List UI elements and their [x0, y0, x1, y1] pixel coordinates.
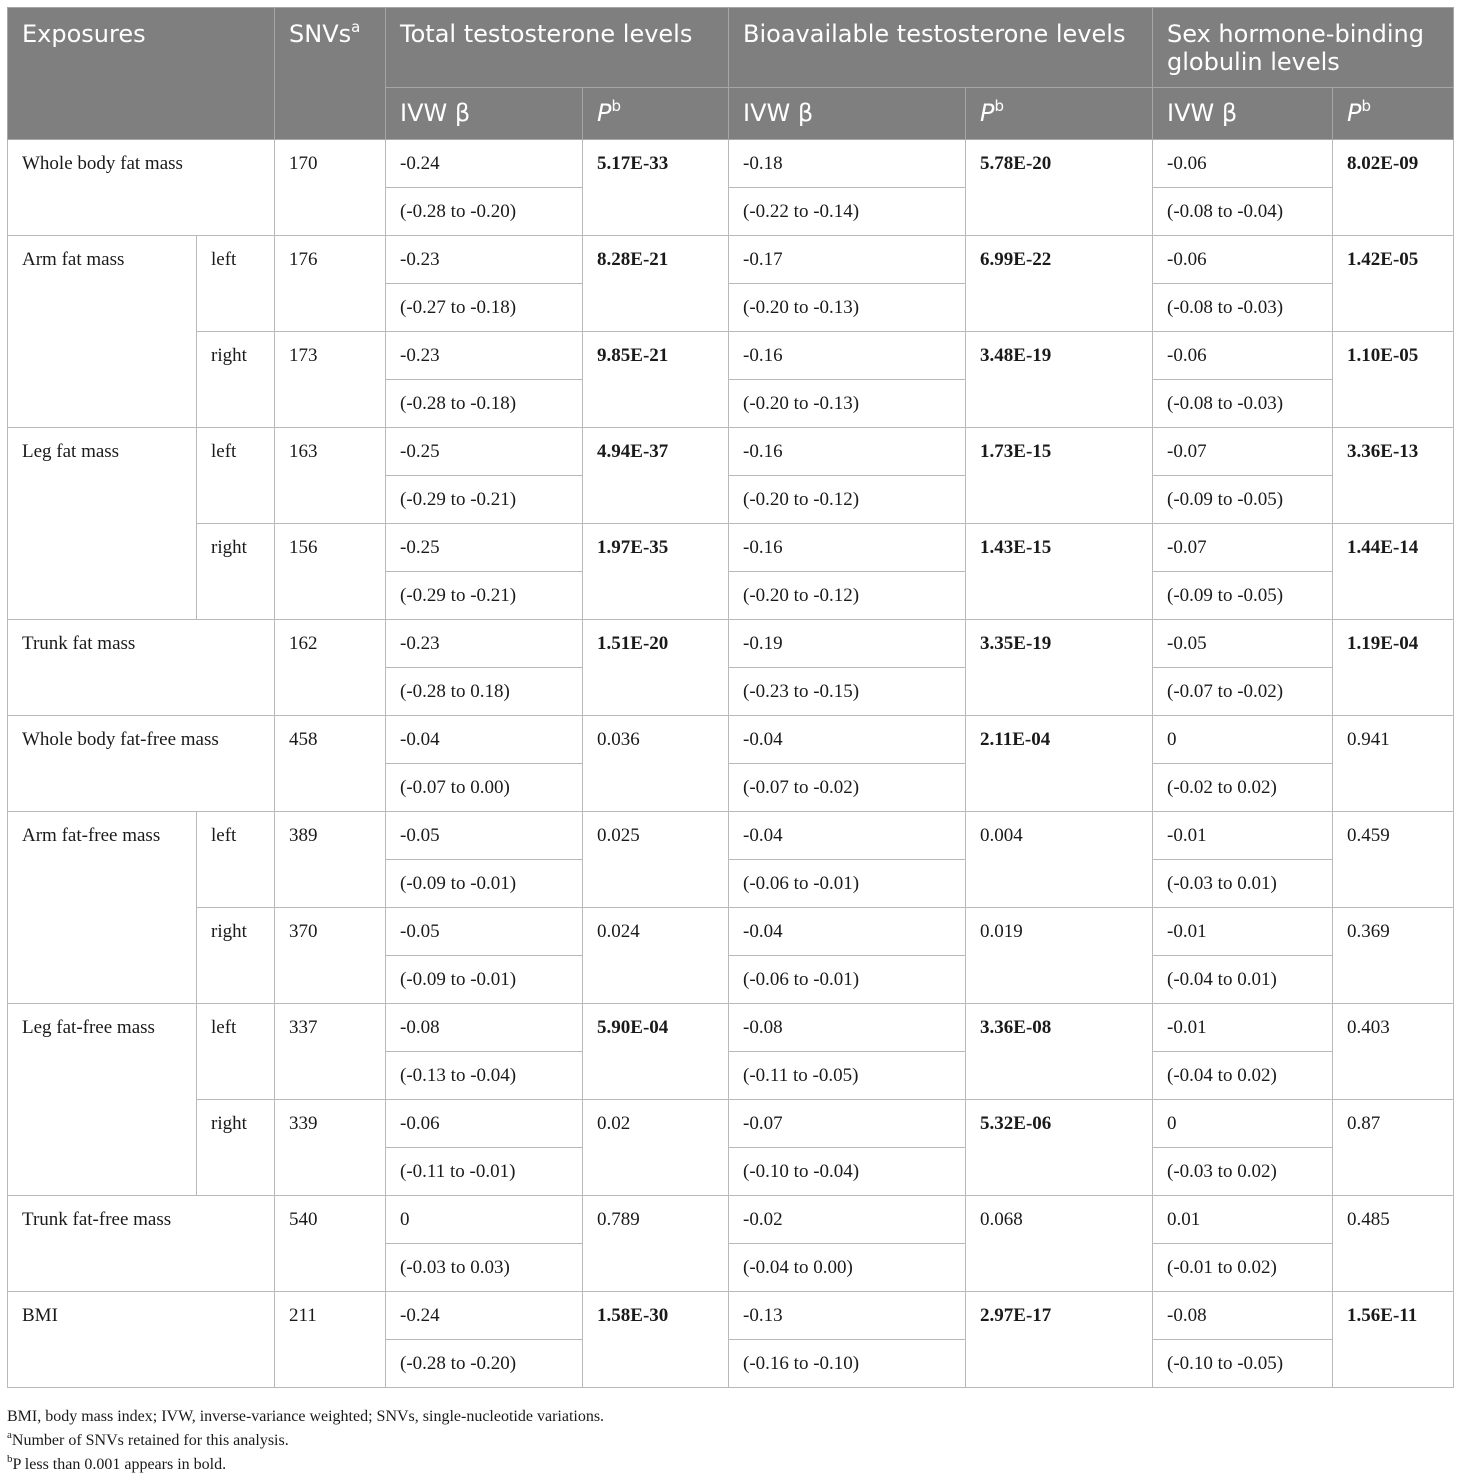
table-row — [8, 332, 1454, 380]
confidence-interval: (-0.28 to -0.20) — [386, 1340, 583, 1388]
confidence-interval: (-0.11 to -0.01) — [386, 1148, 583, 1196]
table-row — [8, 1292, 1454, 1340]
ivw-beta-value: -0.08 — [386, 1004, 583, 1052]
ivw-beta-value: -0.25 — [386, 428, 583, 476]
confidence-interval: (-0.03 to 0.01) — [1153, 860, 1333, 908]
confidence-interval: (-0.09 to -0.01) — [386, 956, 583, 1004]
ivw-beta-value: -0.05 — [1153, 620, 1333, 668]
ivw-beta-value: -0.04 — [729, 716, 966, 764]
confidence-interval: (-0.03 to 0.02) — [1153, 1148, 1333, 1196]
snv-count: 339 — [275, 1100, 386, 1196]
header-p-value: $P^b$ — [583, 88, 729, 140]
p-value: 0.789 — [583, 1196, 729, 1292]
exposure-name: Leg fat mass — [8, 428, 197, 620]
ivw-beta-value: 0 — [1153, 716, 1333, 764]
ivw-beta-value: 0.01 — [1153, 1196, 1333, 1244]
p-value: 1.56E-11 — [1333, 1292, 1454, 1388]
confidence-interval: (-0.03 to 0.03) — [386, 1244, 583, 1292]
confidence-interval: (-0.01 to 0.02) — [1153, 1244, 1333, 1292]
ivw-beta-value: -0.17 — [729, 236, 966, 284]
p-value: 1.19E-04 — [1333, 620, 1454, 716]
results-table-container — [7, 7, 1453, 1388]
table-row — [8, 1100, 1454, 1148]
ivw-beta-value: -0.04 — [386, 716, 583, 764]
ivw-beta-value: -0.07 — [1153, 524, 1333, 572]
header-total-testosterone: Total testosterone levels — [386, 8, 729, 88]
p-value: 0.019 — [966, 908, 1153, 1004]
confidence-interval: (-0.06 to -0.01) — [729, 860, 966, 908]
header-bioavailable-testosterone: Bioavailable testosterone levels — [729, 8, 1153, 88]
confidence-interval: (-0.06 to -0.01) — [729, 956, 966, 1004]
exposure-name: Whole body fat-free mass — [8, 716, 275, 812]
p-value: 0.024 — [583, 908, 729, 1004]
side-label: right — [197, 332, 275, 428]
ivw-beta-value: -0.08 — [1153, 1292, 1333, 1340]
p-value: 5.90E-04 — [583, 1004, 729, 1100]
confidence-interval: (-0.07 to 0.00) — [386, 764, 583, 812]
ivw-beta-value: -0.07 — [1153, 428, 1333, 476]
p-value: 3.35E-19 — [966, 620, 1153, 716]
snv-count: 211 — [275, 1292, 386, 1388]
ivw-beta-value: -0.13 — [729, 1292, 966, 1340]
confidence-interval: (-0.28 to -0.20) — [386, 188, 583, 236]
confidence-interval: (-0.09 to -0.05) — [1153, 476, 1333, 524]
confidence-interval: (-0.20 to -0.13) — [729, 380, 966, 428]
ivw-beta-value: -0.08 — [729, 1004, 966, 1052]
ivw-beta-value: -0.24 — [386, 1292, 583, 1340]
ivw-beta-value: -0.01 — [1153, 908, 1333, 956]
ivw-beta-value: -0.16 — [729, 332, 966, 380]
p-value: 5.17E-33 — [583, 140, 729, 236]
p-value: 1.73E-15 — [966, 428, 1153, 524]
p-value: 6.99E-22 — [966, 236, 1153, 332]
confidence-interval: (-0.02 to 0.02) — [1153, 764, 1333, 812]
p-value: 0.403 — [1333, 1004, 1454, 1100]
table-row — [8, 1196, 1454, 1244]
p-value: 0.485 — [1333, 1196, 1454, 1292]
confidence-interval: (-0.28 to -0.18) — [386, 380, 583, 428]
side-label: left — [197, 1004, 275, 1100]
confidence-interval: (-0.08 to -0.04) — [1153, 188, 1333, 236]
exposure-name: Trunk fat mass — [8, 620, 275, 716]
table-row — [8, 812, 1454, 860]
p-value: 0.036 — [583, 716, 729, 812]
p-value: 1.58E-30 — [583, 1292, 729, 1388]
p-value: 9.85E-21 — [583, 332, 729, 428]
confidence-interval: (-0.07 to -0.02) — [1153, 668, 1333, 716]
side-label: right — [197, 524, 275, 620]
table-row — [8, 524, 1454, 572]
p-value: 0.369 — [1333, 908, 1454, 1004]
side-label: left — [197, 812, 275, 908]
side-label: left — [197, 236, 275, 332]
confidence-interval: (-0.13 to -0.04) — [386, 1052, 583, 1100]
header-p-value: $P^b$ — [966, 88, 1153, 140]
side-label: right — [197, 1100, 275, 1196]
ivw-beta-value: -0.16 — [729, 524, 966, 572]
p-value: 0.025 — [583, 812, 729, 908]
snv-count: 389 — [275, 812, 386, 908]
ivw-beta-value: -0.02 — [729, 1196, 966, 1244]
ivw-beta-value: -0.06 — [1153, 140, 1333, 188]
p-value: 1.42E-05 — [1333, 236, 1454, 332]
header-ivw-beta: IVW β — [729, 88, 966, 140]
ivw-beta-value: -0.07 — [729, 1100, 966, 1148]
p-value: 1.10E-05 — [1333, 332, 1454, 428]
p-value: 1.51E-20 — [583, 620, 729, 716]
exposure-name: Arm fat-free mass — [8, 812, 197, 1004]
header-exposures: Exposures — [8, 8, 275, 140]
p-value: 0.87 — [1333, 1100, 1454, 1196]
snv-count: 176 — [275, 236, 386, 332]
confidence-interval: (-0.04 to 0.02) — [1153, 1052, 1333, 1100]
ivw-beta-value: 0 — [1153, 1100, 1333, 1148]
confidence-interval: (-0.10 to -0.04) — [729, 1148, 966, 1196]
confidence-interval: (-0.04 to 0.01) — [1153, 956, 1333, 1004]
header-ivw-beta: IVW β — [386, 88, 583, 140]
exposure-name: BMI — [8, 1292, 275, 1388]
table-row — [8, 908, 1454, 956]
table-row — [8, 428, 1454, 476]
confidence-interval: (-0.07 to -0.02) — [729, 764, 966, 812]
ivw-beta-value: -0.06 — [1153, 236, 1333, 284]
snv-count: 156 — [275, 524, 386, 620]
p-value: 0.004 — [966, 812, 1153, 908]
p-value: 1.44E-14 — [1333, 524, 1454, 620]
confidence-interval: (-0.10 to -0.05) — [1153, 1340, 1333, 1388]
ivw-beta-value: 0 — [386, 1196, 583, 1244]
confidence-interval: (-0.29 to -0.21) — [386, 572, 583, 620]
confidence-interval: (-0.11 to -0.05) — [729, 1052, 966, 1100]
confidence-interval: (-0.16 to -0.10) — [729, 1340, 966, 1388]
confidence-interval: (-0.28 to 0.18) — [386, 668, 583, 716]
ivw-beta-value: -0.18 — [729, 140, 966, 188]
snv-count: 162 — [275, 620, 386, 716]
exposure-name: Arm fat mass — [8, 236, 197, 428]
header-ivw-beta: IVW β — [1153, 88, 1333, 140]
confidence-interval: (-0.04 to 0.00) — [729, 1244, 966, 1292]
p-value: 5.32E-06 — [966, 1100, 1153, 1196]
table-row — [8, 716, 1454, 764]
side-label: left — [197, 428, 275, 524]
footnote-a: $^a$Number of SNVs retained for this analysis. — [7, 1428, 289, 1449]
table-row — [8, 236, 1454, 284]
confidence-interval: (-0.08 to -0.03) — [1153, 284, 1333, 332]
ivw-beta-value: -0.06 — [386, 1100, 583, 1148]
table-row — [8, 140, 1454, 188]
side-label: right — [197, 908, 275, 1004]
exposure-name: Leg fat-free mass — [8, 1004, 197, 1196]
ivw-beta-value: -0.01 — [1153, 1004, 1333, 1052]
snv-count: 370 — [275, 908, 386, 1004]
p-value: 3.48E-19 — [966, 332, 1153, 428]
confidence-interval: (-0.09 to -0.05) — [1153, 572, 1333, 620]
table-row — [8, 1004, 1454, 1052]
confidence-interval: (-0.20 to -0.12) — [729, 476, 966, 524]
footnote-abbreviations: BMI, body mass index; IVW, inverse-variance weighted; SNVs, single-nucleotide variations. — [7, 1408, 605, 1425]
footnote-b: $^b$P less than 0.001 appears in bold. — [7, 1452, 227, 1473]
p-value: 2.11E-04 — [966, 716, 1153, 812]
ivw-beta-value: -0.19 — [729, 620, 966, 668]
confidence-interval: (-0.27 to -0.18) — [386, 284, 583, 332]
snv-count: 170 — [275, 140, 386, 236]
snv-count: 163 — [275, 428, 386, 524]
ivw-beta-value: -0.25 — [386, 524, 583, 572]
snv-count: 337 — [275, 1004, 386, 1100]
table-footnotes — [7, 1405, 1453, 1477]
snv-count: 173 — [275, 332, 386, 428]
ivw-beta-value: -0.05 — [386, 908, 583, 956]
p-value: 0.02 — [583, 1100, 729, 1196]
p-value: 1.43E-15 — [966, 524, 1153, 620]
p-value: 8.02E-09 — [1333, 140, 1454, 236]
ivw-beta-value: -0.24 — [386, 140, 583, 188]
header-shbg: Sex hormone-binding globulin levels — [1153, 8, 1454, 88]
p-value: 1.97E-35 — [583, 524, 729, 620]
ivw-beta-value: -0.01 — [1153, 812, 1333, 860]
ivw-beta-value: -0.04 — [729, 812, 966, 860]
header-snvs: SNVs$^a$ — [275, 8, 386, 140]
confidence-interval: (-0.23 to -0.15) — [729, 668, 966, 716]
ivw-beta-value: -0.23 — [386, 620, 583, 668]
results-table — [7, 7, 1454, 1388]
p-value: 5.78E-20 — [966, 140, 1153, 236]
table-body — [8, 140, 1454, 1388]
p-value: 3.36E-08 — [966, 1004, 1153, 1100]
ivw-beta-value: -0.04 — [729, 908, 966, 956]
confidence-interval: (-0.20 to -0.13) — [729, 284, 966, 332]
ivw-beta-value: -0.16 — [729, 428, 966, 476]
p-value: 2.97E-17 — [966, 1292, 1153, 1388]
confidence-interval: (-0.22 to -0.14) — [729, 188, 966, 236]
snv-count: 540 — [275, 1196, 386, 1292]
confidence-interval: (-0.29 to -0.21) — [386, 476, 583, 524]
ivw-beta-value: -0.23 — [386, 236, 583, 284]
exposure-name: Trunk fat-free mass — [8, 1196, 275, 1292]
confidence-interval: (-0.20 to -0.12) — [729, 572, 966, 620]
p-value: 0.941 — [1333, 716, 1454, 812]
p-value: 0.068 — [966, 1196, 1153, 1292]
table-row — [8, 620, 1454, 668]
confidence-interval: (-0.08 to -0.03) — [1153, 380, 1333, 428]
exposure-name: Whole body fat mass — [8, 140, 275, 236]
p-value: 0.459 — [1333, 812, 1454, 908]
header-p-value: $P^b$ — [1333, 88, 1454, 140]
ivw-beta-value: -0.05 — [386, 812, 583, 860]
p-value: 3.36E-13 — [1333, 428, 1454, 524]
p-value: 8.28E-21 — [583, 236, 729, 332]
ivw-beta-value: -0.06 — [1153, 332, 1333, 380]
ivw-beta-value: -0.23 — [386, 332, 583, 380]
confidence-interval: (-0.09 to -0.01) — [386, 860, 583, 908]
snv-count: 458 — [275, 716, 386, 812]
p-value: 4.94E-37 — [583, 428, 729, 524]
